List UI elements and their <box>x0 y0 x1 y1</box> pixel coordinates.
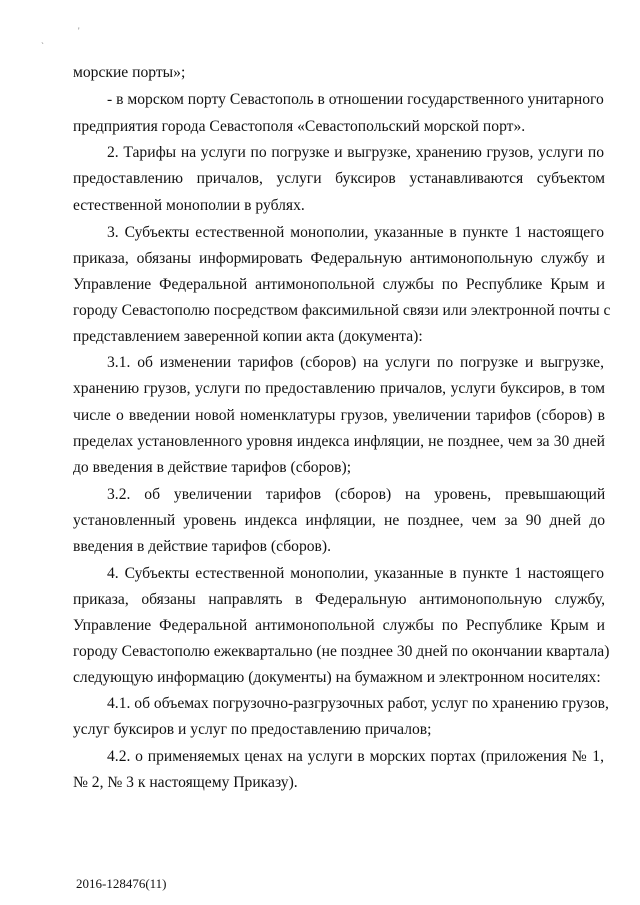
text-line: числе о введении новой номенклатуры грузов, увеличении тарифов (сборов) в <box>73 407 605 424</box>
text-line: 3. Субъекты естественной монополии, указанные в пункте 1 настоящего <box>107 224 604 241</box>
text-line: 3.2. об увеличении тарифов (сборов) на уровень, превышающий <box>107 486 606 503</box>
scan-mark: ' <box>78 26 80 36</box>
text-line: следующую информацию (документы) на бумажном и электронном носителях: <box>73 669 601 686</box>
text-line: установленный уровень индекса инфляции, не позднее, чем за 90 дней до <box>73 512 605 529</box>
text-line: Управление Федеральной антимонопольной службы по Республике Крым и <box>73 617 605 634</box>
text-line: № 2, № 3 к настоящему Приказу). <box>73 774 298 791</box>
text-line: 4.1. об объемах погрузочно-разгрузочных работ, услуг по хранению грузов, <box>107 695 609 712</box>
text-line: предоставлению причалов, услуги буксиров устанавливаются субъектом <box>73 170 605 187</box>
text-line: морские порты»; <box>73 64 186 81</box>
text-line: городу Севастополю посредством факсимильной связи или электронной почты с <box>73 302 611 319</box>
text-line: услуг буксиров и услуг по предоставлению причалов; <box>73 721 432 738</box>
text-line: 4.2. о применяемых ценах на услуги в морских портах (приложения № 1, <box>107 748 604 765</box>
text-line: 2. Тарифы на услуги по погрузке и выгрузке, хранению грузов, услуги по <box>107 144 604 161</box>
text-line: приказа, обязаны информировать Федеральную антимонопольную службу и <box>73 250 605 267</box>
text-line: пределах установленного уровня индекса инфляции, не позднее, чем за 30 дней <box>73 433 605 450</box>
text-line: предприятия города Севастополя «Севастопольский морской порт». <box>73 118 526 135</box>
text-line: Управление Федеральной антимонопольной службы по Республике Крым и <box>73 276 605 293</box>
text-line: представлением заверенной копии акта (документа): <box>73 328 423 345</box>
text-line: 3.1. об изменении тарифов (сборов) на услуги по погрузке и выгрузке, <box>107 354 604 371</box>
text-line: приказа, обязаны направлять в Федеральную антимонопольную службу, <box>73 591 605 608</box>
text-line: хранению грузов, услуги по предоставлению причалов, услуги буксиров, в том <box>73 380 605 397</box>
text-line: введения в действие тарифов (сборов). <box>73 538 332 555</box>
document-number-footer: 2016-128476(11) <box>76 876 167 891</box>
text-line: - в морском порту Севастополь в отношении государственного унитарного <box>107 91 604 108</box>
text-line: естественной монополии в рублях. <box>73 197 305 214</box>
scan-mark: ˎ <box>41 34 44 44</box>
text-line: до введения в действие тарифов (сборов); <box>73 459 352 476</box>
text-line: городу Севастополю ежеквартально (не позднее 30 дней по окончании квартала) <box>73 643 610 660</box>
text-line: 4. Субъекты естественной монополии, указанные в пункте 1 настоящего <box>107 565 604 582</box>
